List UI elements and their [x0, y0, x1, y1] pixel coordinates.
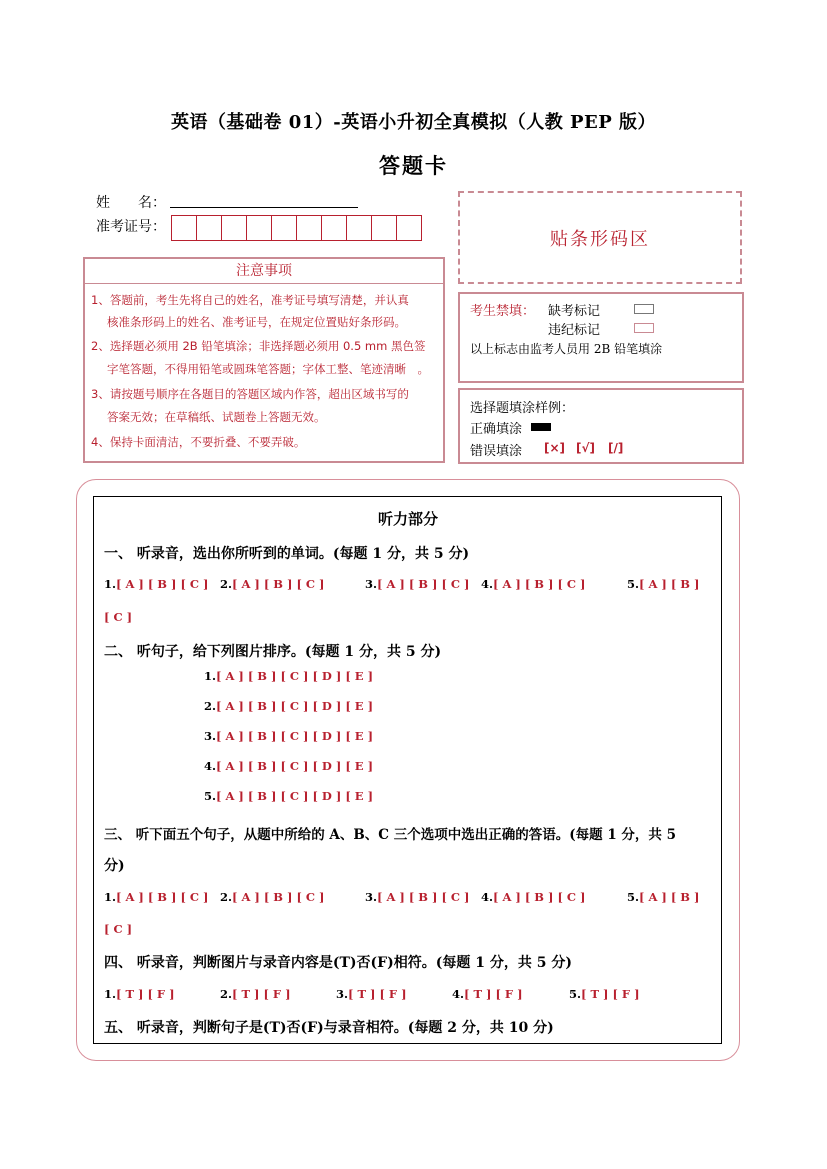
question-2[interactable]: 2.[ A ] [ B ] [ C ] [ D ] [ E ]	[204, 699, 374, 713]
question-5-continued[interactable]: [ C ]	[104, 922, 133, 936]
wrong-mark-slash: [/]	[608, 441, 624, 455]
id-box[interactable]	[346, 215, 372, 241]
fill-sample-box	[458, 388, 744, 464]
section-heading-continued: 分)	[104, 858, 125, 874]
name-label: 姓 名：	[96, 195, 166, 211]
listening-heading: 听力部分	[377, 510, 438, 528]
id-box[interactable]	[371, 215, 397, 241]
question-3[interactable]: 3.[ A ] [ B ] [ C ]	[365, 577, 470, 591]
notice-box	[83, 257, 445, 463]
id-number-boxes[interactable]	[171, 215, 421, 241]
question-5[interactable]: 5.[ A ] [ B ]	[627, 890, 700, 904]
correct-fill-label: 正确填涂	[470, 422, 523, 437]
question-3[interactable]: 3.[ T ] [ F ]	[336, 987, 407, 1001]
question-4[interactable]: 4.[ A ] [ B ] [ C ]	[481, 577, 586, 591]
id-box[interactable]	[396, 215, 422, 241]
barcode-area	[458, 191, 742, 284]
wrong-mark-cross: [×]	[544, 441, 566, 455]
answer-card-title: 答题卡	[379, 153, 448, 178]
question-1[interactable]: 1.[ T ] [ F ]	[104, 987, 175, 1001]
absent-mark-box[interactable]	[634, 304, 654, 314]
question-5[interactable]: 5.[ A ] [ B ] [ C ] [ D ] [ E ]	[204, 789, 374, 803]
notice-heading: 注意事项	[85, 259, 443, 284]
wrong-mark-check: [√]	[576, 441, 595, 455]
question-2[interactable]: 2.[ T ] [ F ]	[220, 987, 291, 1001]
id-box[interactable]	[321, 215, 347, 241]
section-heading: 二、 听句子，给下列图片排序。(每题 1 分，共 5 分)	[104, 644, 442, 660]
id-box[interactable]	[246, 215, 272, 241]
question-5[interactable]: 5.[ A ] [ B ]	[627, 577, 700, 591]
id-box[interactable]	[171, 215, 197, 241]
section-heading: 五、 听录音，判断句子是(T)否(F)与录音相符。(每题 2 分，共 10 分)	[104, 1020, 554, 1036]
section-heading: 四、 听录音，判断图片与录音内容是(T)否(F)相符。(每题 1 分，共 5 分)	[104, 955, 572, 971]
section-heading: 一、 听录音，选出你所听到的单词。(每题 1 分，共 5 分)	[104, 546, 470, 562]
question-3[interactable]: 3.[ A ] [ B ] [ C ] [ D ] [ E ]	[204, 729, 374, 743]
proctor-mark-box	[458, 292, 744, 383]
question-3[interactable]: 3.[ A ] [ B ] [ C ]	[365, 890, 470, 904]
violation-mark-box[interactable]	[634, 323, 654, 333]
question-5[interactable]: 5.[ T ] [ F ]	[569, 987, 640, 1001]
notice-item: 核准条形码上的姓名、准考证号，在规定位置贴好条形码。	[107, 315, 406, 329]
wrong-fill-label: 错误填涂	[470, 444, 523, 459]
question-1[interactable]: 1.[ A ] [ B ] [ C ] [ D ] [ E ]	[204, 669, 374, 683]
notice-item: 1、答题前，考生先将自己的姓名，准考证号填写清楚，并认真	[91, 293, 409, 307]
id-label: 准考证号：	[96, 219, 166, 235]
absent-label: 缺考标记	[548, 304, 601, 319]
question-4[interactable]: 4.[ A ] [ B ] [ C ]	[481, 890, 586, 904]
notice-item: 2、选择题必须用 2B 铅笔填涂；非选择题必须用 0.5 mm 黑色签	[91, 339, 426, 353]
exam-title: 英语（基础卷 01）-英语小升初全真模拟（人教 PEP 版）	[170, 112, 657, 133]
question-1[interactable]: 1.[ A ] [ B ] [ C ]	[104, 890, 209, 904]
id-box[interactable]	[271, 215, 297, 241]
question-1[interactable]: 1.[ A ] [ B ] [ C ]	[104, 577, 209, 591]
section-heading: 三、 听下面五个句子，从题中所给的 A、B、C 三个选项中选出正确的答语。(每题 1 分，共 5	[104, 827, 677, 843]
notice-item: 答案无效；在草稿纸、试题卷上答题无效。	[107, 410, 326, 424]
notice-item: 字笔答题，不得用铅笔或圆珠笔答题；字体工整、笔迹清晰 。	[107, 362, 429, 376]
question-2[interactable]: 2.[ A ] [ B ] [ C ]	[220, 577, 325, 591]
id-box[interactable]	[196, 215, 222, 241]
id-box[interactable]	[296, 215, 322, 241]
id-box[interactable]	[221, 215, 247, 241]
sample-heading: 选择题填涂样例：	[470, 401, 575, 416]
ban-label: 考生禁填：	[470, 304, 536, 319]
violation-label: 违纪标记	[548, 323, 601, 338]
name-field[interactable]	[170, 207, 358, 208]
notice-item: 4、保持卡面清洁，不要折叠、不要弄破。	[91, 435, 306, 449]
barcode-label: 贴条形码区	[550, 228, 650, 250]
question-5-continued[interactable]: [ C ]	[104, 610, 133, 624]
ban-note: 以上标志由监考人员用 2B 铅笔填涂	[470, 342, 663, 356]
question-4[interactable]: 4.[ T ] [ F ]	[452, 987, 523, 1001]
notice-item: 3、请按题号顺序在各题目的答题区域内作答，超出区域书写的	[91, 387, 409, 401]
correct-fill-mark	[531, 423, 551, 431]
question-2[interactable]: 2.[ A ] [ B ] [ C ]	[220, 890, 325, 904]
question-4[interactable]: 4.[ A ] [ B ] [ C ] [ D ] [ E ]	[204, 759, 374, 773]
